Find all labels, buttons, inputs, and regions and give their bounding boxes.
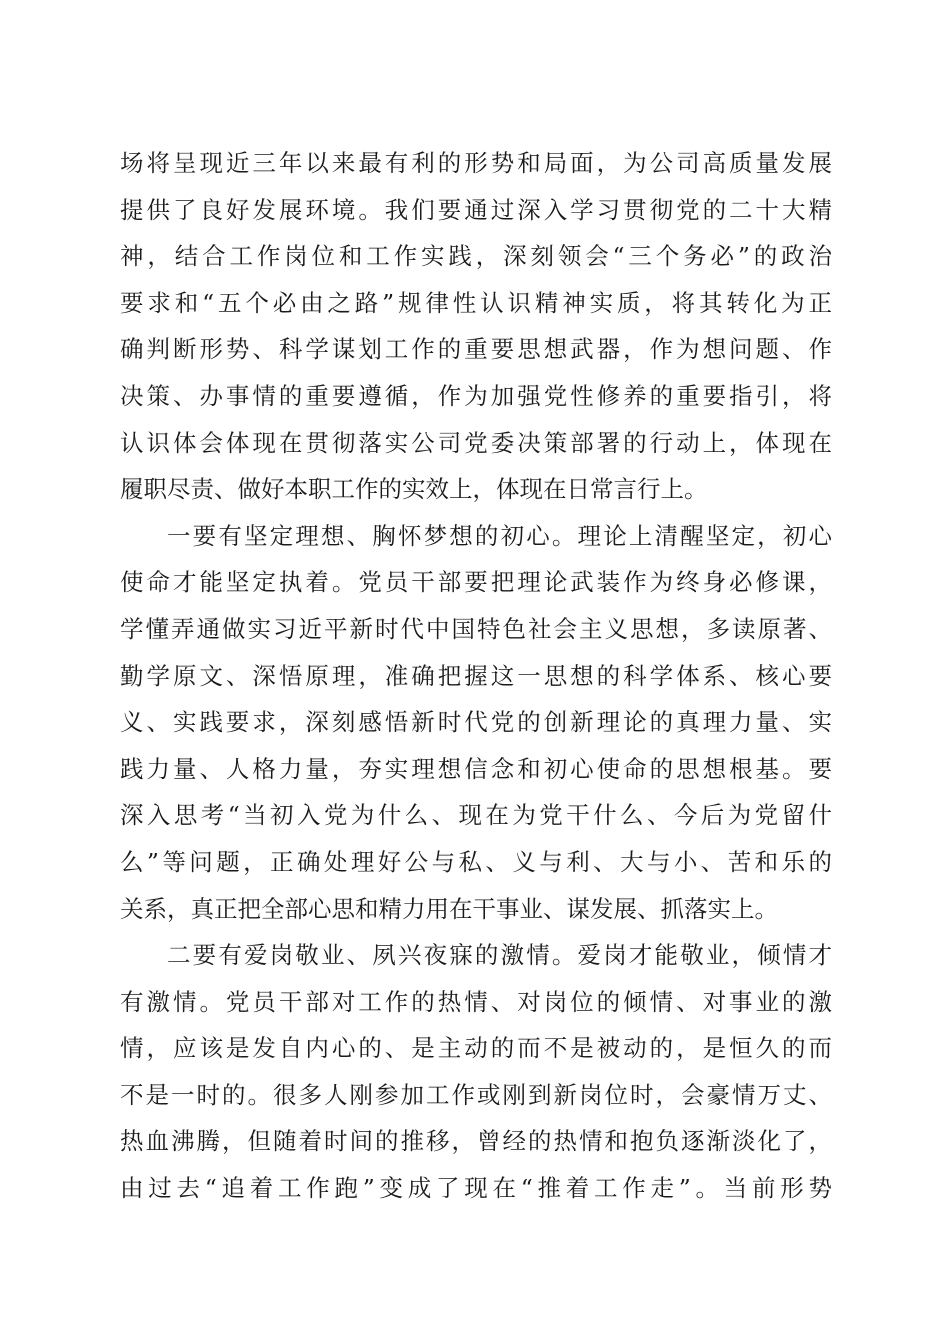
paragraph-line: 神，结合工作岗位和工作实践，深刻领会“三个务必”的政治: [120, 242, 832, 271]
paragraph-first-line: 二要有爱岗敬业、夙兴夜寐的激情。爱岗才能敬业，倾情才: [167, 941, 832, 970]
paragraph-line: 由过去“追着工作跑”变成了现在“推着工作走”。当前形势: [120, 1174, 832, 1203]
paragraph-line: 确判断形势、科学谋划工作的重要思想武器，作为想问题、作: [120, 335, 832, 364]
paragraph-line: 使命才能坚定执着。党员干部要把理论武装作为终身必修课，: [120, 568, 832, 597]
paragraph-first-line: 一要有坚定理想、胸怀梦想的初心。理论上清醒坚定，初心: [167, 521, 832, 550]
paragraph-line: 要求和“五个必由之路”规律性认识精神实质，将其转化为正: [120, 288, 832, 317]
paragraph-line: 关系，真正把全部心思和精力用在干事业、谋发展、抓落实上。: [120, 894, 778, 923]
paragraph-line: 学懂弄通做实习近平新时代中国特色社会主义思想，多读原著、: [120, 614, 832, 643]
paragraph-line: 履职尽责、做好本职工作的实效上，体现在日常言行上。: [120, 475, 708, 504]
paragraph-line: 提供了良好发展环境。我们要通过深入学习贯彻党的二十大精: [120, 195, 832, 224]
paragraph-line: 深入思考“当初入党为什么、现在为党干什么、今后为党留什: [120, 801, 832, 830]
paragraph-line: 么”等问题，正确处理好公与私、义与利、大与小、苦和乐的: [120, 847, 832, 876]
document-body: [120, 140, 832, 1212]
paragraph-line: 认识体会体现在贯彻落实公司党委决策部署的行动上，体现在: [120, 428, 832, 457]
paragraph-line: 义、实践要求，深刻感悟新时代党的创新理论的真理力量、实: [120, 708, 832, 737]
paragraph-line: 情，应该是发自内心的、是主动的而不是被动的，是恒久的而: [120, 1034, 832, 1063]
paragraph-line: 热血沸腾，但随着时间的推移，曾经的热情和抱负逐渐淡化了，: [120, 1127, 832, 1156]
paragraph-line: 勤学原文、深悟原理，准确把握这一思想的科学体系、核心要: [120, 661, 832, 690]
paragraph-line: 践力量、人格力量，夯实理想信念和初心使命的思想根基。要: [120, 754, 832, 783]
paragraph-line: 有激情。党员干部对工作的热情、对岗位的倾情、对事业的激: [120, 987, 832, 1016]
paragraph-line: 不是一时的。很多人刚参加工作或刚到新岗位时，会豪情万丈、: [120, 1080, 832, 1109]
paragraph-line: 决策、办事情的重要遵循，作为加强党性修养的重要指引，将: [120, 381, 832, 410]
paragraph-line: 场将呈现近三年以来最有利的形势和局面，为公司高质量发展: [120, 149, 832, 177]
